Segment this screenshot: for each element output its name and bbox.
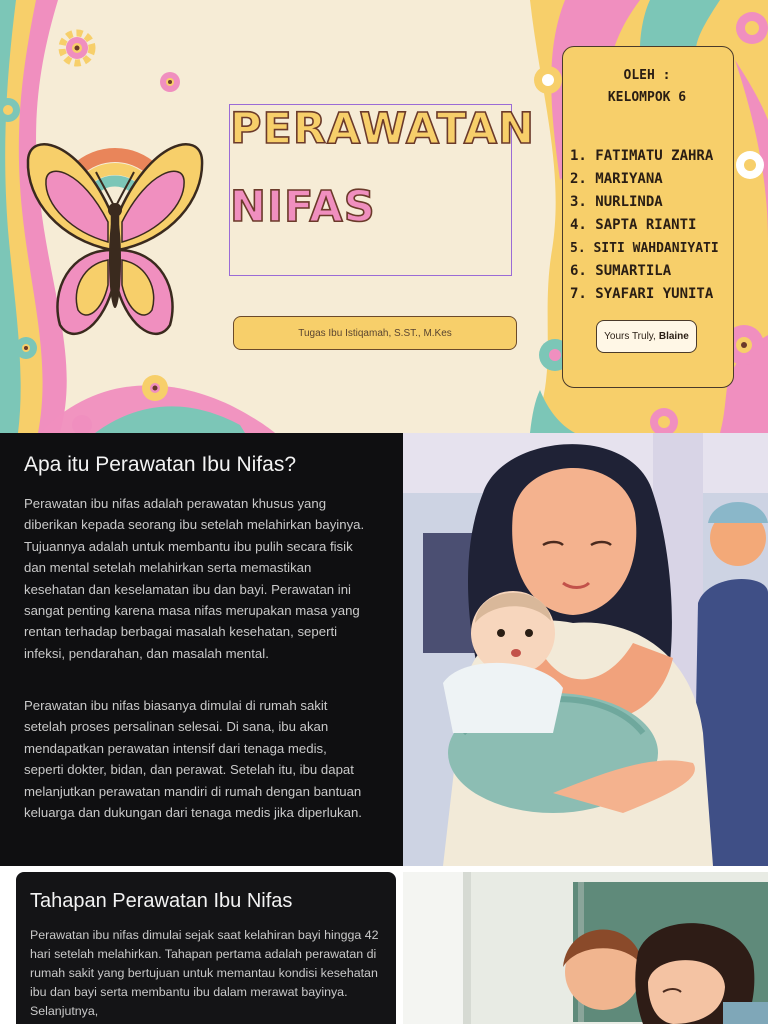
slide2-paragraph-1: Perawatan ibu nifas adalah perawatan khusus yang diberikan kepada seorang ibu setelah melahirkan bayinya. Tujuannya adalah untuk membantu ibu pulih secara fisik dan mental setelah melahirkan serta memastikan kesehatan dan keselamatan ibu dan bayi. Perawatan ini sangat penting karena masa nifas merupakan masa yang rentan terhadap berbagai masalah kesehatan, seperti infeksi, pendarahan, dan masalah mental.	[24, 496, 365, 661]
slide3-title: Tahapan Perawatan Ibu Nifas	[30, 890, 293, 912]
nurses-illustration	[403, 872, 768, 1024]
member-item: 1. FATIMATU ZAHRA	[570, 148, 714, 164]
what-is-slide	[0, 433, 768, 866]
member-item: 2. MARIYANA	[570, 171, 663, 187]
member-item: 4. SAPTA RIANTI	[570, 217, 697, 233]
member-item: 5. SITI WAHDANIYATI	[570, 241, 719, 256]
slide3-paragraph-1: Perawatan ibu nifas dimulai sejak saat kelahiran bayi hingga 42 hari setelah melahirkan. Tahapan pertama adalah perawatan di rumah sakit yang bertujuan untuk memantau kondisi kesehatan ibu dan bayi serta membantu ibu dalam merawat bayinya. Selanjutnya,	[30, 928, 379, 1018]
slide2-paragraph-2: Perawatan ibu nifas biasanya dimulai di rumah sakit setelah proses persalinan selesai. Di sana, ibu akan mendapatkan perawatan intensif dari tenaga medis, seperti dokter, bidan, dan perawat. Setelah itu, ibu dapat melanjutkan perawatan mandiri di rumah dengan bantuan keluarga dan dukungan dari tenaga medis jika diperlukan.	[24, 698, 362, 821]
stages-slide	[0, 866, 768, 1024]
cover-title-line-2: NIFAS	[230, 182, 376, 232]
by-label: OLEH :	[623, 68, 671, 83]
member-item: 7. SYAFARI YUNITA	[570, 286, 714, 302]
slide2-title: Apa itu Perawatan Ibu Nifas?	[24, 453, 296, 476]
cover-slide	[0, 0, 768, 433]
yours-truly-button[interactable]	[596, 320, 697, 353]
group-label: KELOMPOK 6	[607, 90, 687, 105]
lecturer-subtitle: Tugas Ibu Istiqamah, S.ST., M.Kes	[233, 316, 517, 350]
yours-truly-name: Blaine	[658, 331, 689, 342]
butterfly-illustration	[20, 100, 210, 350]
mother-baby-illustration	[403, 433, 768, 866]
yours-truly-label: Yours Truly,	[604, 331, 656, 342]
member-list	[570, 145, 719, 306]
cover-title-line-1: PERAWATAN	[230, 104, 536, 154]
member-item: 6. SUMARTILA	[570, 263, 672, 279]
member-item: 3. NURLINDA	[570, 194, 663, 210]
